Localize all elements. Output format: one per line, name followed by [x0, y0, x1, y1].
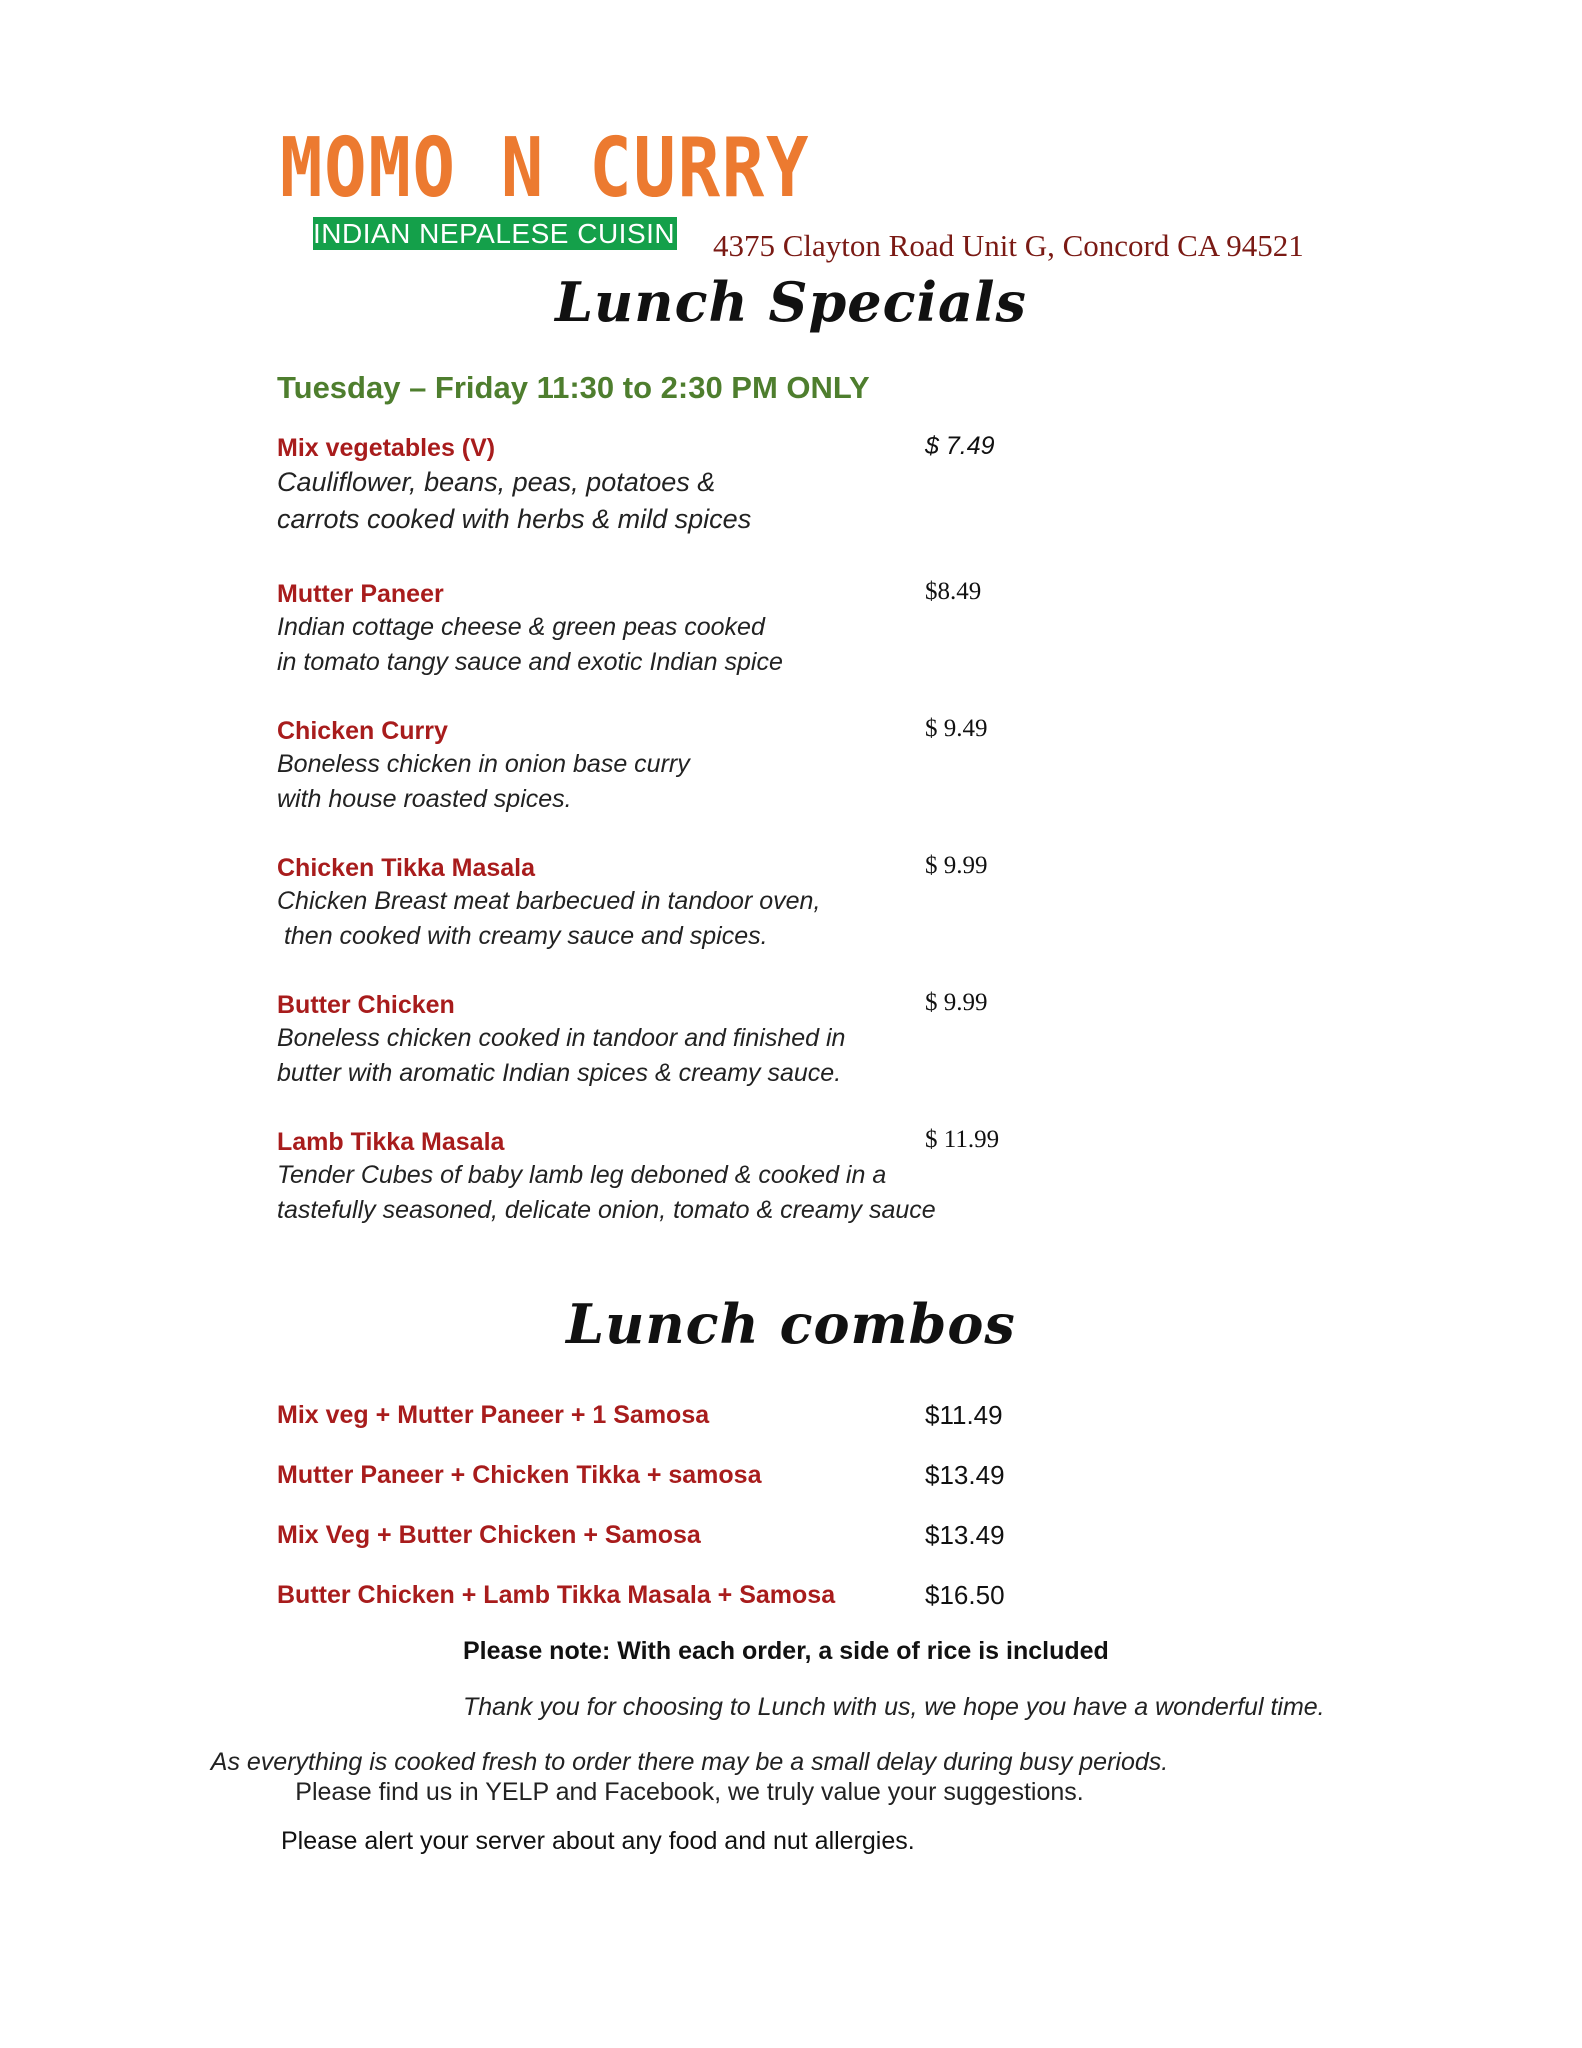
restaurant-address: 4375 Clayton Road Unit G, Concord CA 94521: [713, 228, 1304, 263]
fresh-notice-text: As everything is cooked fresh to order there may be a small delay during busy periods.: [210, 1748, 1169, 1776]
yelp-facebook-notice: [0, 1778, 1582, 1807]
combo-price: $13.49: [925, 1460, 1005, 1490]
menu-item: [277, 578, 1037, 680]
item-price: $ 9.49: [925, 715, 988, 742]
item-price: $ 9.99: [925, 989, 988, 1016]
item-name: Chicken Tikka Masala: [277, 854, 536, 882]
rice-note: Please note: With each order, a side of rice is included: [463, 1637, 1109, 1665]
combo-name: Butter Chicken + Lamb Tikka Masala + Samosa: [277, 1581, 836, 1609]
item-description: in tomato tangy sauce and exotic Indian spice: [277, 648, 783, 676]
lunch-specials-title: Lunch Specials: [555, 270, 1027, 334]
combo-name: Mix Veg + Butter Chicken + Samosa: [277, 1521, 701, 1549]
lunch-hours: Tuesday – Friday 11:30 to 2:30 PM ONLY: [277, 370, 870, 405]
item-description: with house roasted spices.: [277, 785, 572, 813]
item-name: Mutter Paneer: [277, 580, 444, 608]
combo-price: $16.50: [925, 1580, 1005, 1610]
menu-item: [277, 432, 1037, 538]
item-description: then cooked with creamy sauce and spices.: [277, 922, 768, 950]
fresh-notice: [0, 1748, 1582, 1777]
combo-item: [277, 1398, 1037, 1432]
lunch-combos-title: Lunch combos: [566, 1292, 1016, 1356]
item-description: Boneless chicken cooked in tandoor and finished in: [277, 1024, 846, 1052]
item-description: Cauliflower, beans, peas, potatoes &: [277, 467, 716, 497]
item-description: butter with aromatic Indian spices & creamy sauce.: [277, 1059, 842, 1087]
combo-name: Mutter Paneer + Chicken Tikka + samosa: [277, 1461, 762, 1489]
combo-item: [277, 1518, 1037, 1552]
item-description: tastefully seasoned, delicate onion, tomato & creamy sauce: [277, 1196, 936, 1224]
item-description: Indian cottage cheese & green peas cooked: [277, 613, 765, 641]
combo-name: Mix veg + Mutter Paneer + 1 Samosa: [277, 1401, 710, 1429]
item-name: Chicken Curry: [277, 717, 448, 745]
menu-item: [277, 1126, 1037, 1228]
item-price: $ 9.99: [925, 852, 988, 879]
combo-item: [277, 1578, 1037, 1612]
allergy-notice: Please alert your server about any food and nut allergies.: [281, 1827, 915, 1855]
thank-you-note: Thank you for choosing to Lunch with us, we hope you have a wonderful time.: [463, 1693, 1325, 1721]
combo-item: [277, 1458, 1037, 1492]
item-name: Mix vegetables (V): [277, 434, 496, 462]
item-description: carrots cooked with herbs & mild spices: [277, 504, 752, 534]
item-name: Lamb Tikka Masala: [277, 1128, 505, 1156]
menu-item: [277, 715, 1037, 817]
item-description: Chicken Breast meat barbecued in tandoor oven,: [277, 887, 821, 915]
item-name: Butter Chicken: [277, 991, 455, 1019]
item-price: $ 7.49: [925, 432, 995, 460]
item-price: $ 11.99: [925, 1126, 1000, 1153]
item-price: $8.49: [925, 578, 982, 605]
menu-item: [277, 989, 1037, 1091]
logo-tagline: INDIAN NEPALESE CUISINE: [313, 218, 695, 249]
yelp-notice-text: Please find us in YELP and Facebook, we truly value your suggestions.: [295, 1778, 1084, 1806]
menu-item: [277, 852, 1037, 954]
logo-wordmark: MOMO N CURRY: [280, 121, 811, 216]
combo-price: $13.49: [925, 1520, 1005, 1550]
combo-price: $11.49: [925, 1400, 1003, 1430]
item-description: Boneless chicken in onion base curry: [277, 750, 690, 778]
item-description: Tender Cubes of baby lamb leg deboned & cooked in a: [277, 1161, 887, 1189]
